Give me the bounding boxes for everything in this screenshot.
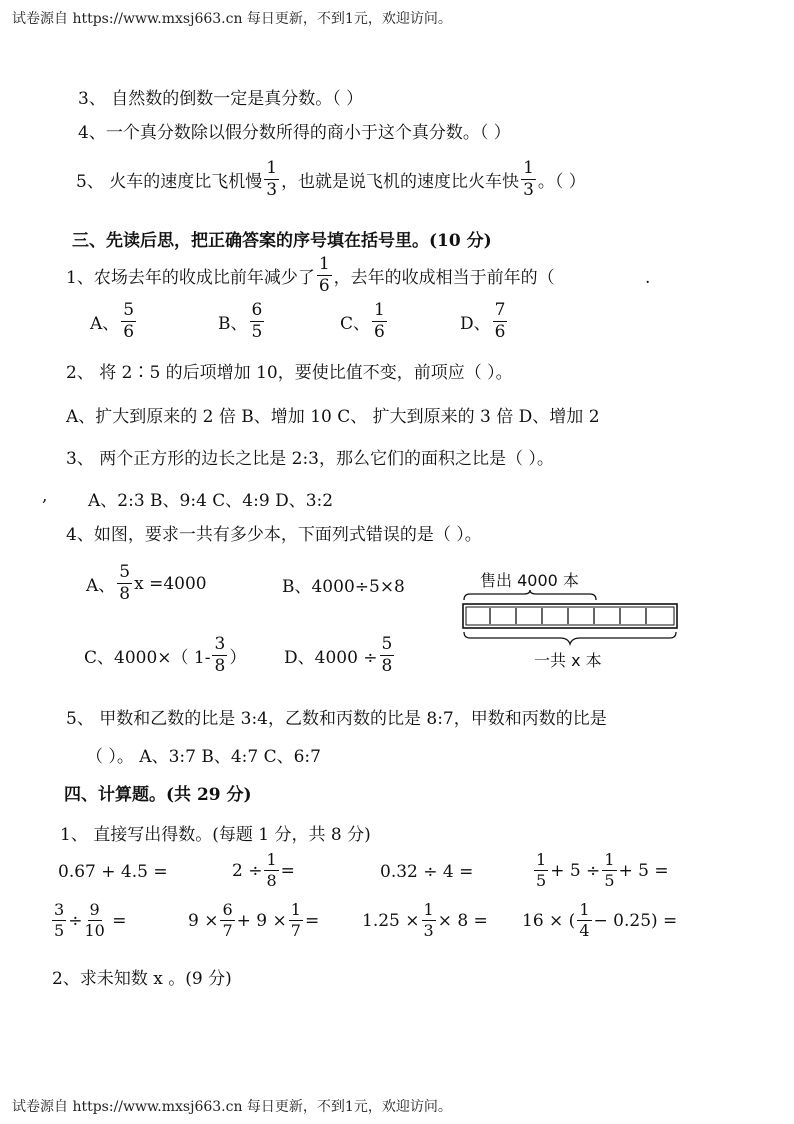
s3-q2-options: A、扩大到原来的 2 倍 B、增加 10 C、 扩大到原来的 3 倍 D、增加 2 (66, 407, 600, 427)
s4-sub-2: 2、求未知数 x 。(9 分) (52, 969, 232, 989)
fraction-1-3: 1 3 (266, 158, 278, 200)
fraction-1-3-b: 1 3 (523, 158, 534, 200)
judge-q5-text-c: 。（ ） (537, 172, 586, 192)
calc-6: 9 × $\frac{6}{7}$ + 9 × $\frac{1}{7}$ = (188, 900, 320, 940)
frac-num: 7 (494, 300, 506, 320)
frac-den: 6 (374, 322, 385, 342)
option-d-text: D、4000 ÷ (284, 648, 378, 668)
s3-q5-options: （ ）。 A、3:7 B、4:7 C、6:7 (86, 747, 321, 767)
calc-8: 16 × ( 1 4 − 0.25) = (522, 900, 678, 940)
judge-question-5 (76, 160, 586, 199)
s3-q1-text-b: ，去年的收成相当于前年的（ (333, 268, 555, 288)
segment-diagram (460, 588, 680, 648)
s3-q1-option-c (340, 302, 389, 341)
section-4-title: 四、计算题。(共 29 分) (64, 785, 252, 805)
s3-q4-option-d (284, 636, 396, 675)
s3-q1-option-b (218, 302, 266, 341)
s3-question-5: 5、 甲数和乙数的比是 3:4，乙数和丙数的比是 8:7，甲数和丙数的比是 (66, 709, 607, 729)
section-3-title: 三、先读后思，把正确答案的序号填在括号里。(10 分) (72, 231, 492, 251)
option-a-expression: x =4000 (134, 573, 207, 594)
calc-2: 2 ÷ $\frac{1}{8}$ = (232, 850, 295, 890)
calc-5: $\frac{3}{5}$ ÷ $\frac{9}{10}$ = (54, 900, 127, 940)
total-bar (463, 604, 677, 628)
s3-q4-option-c (84, 636, 246, 675)
calc-3: 0.32 ÷ 4 = (380, 862, 474, 882)
s3-question-4: 4、如图，要求一共有多少本，下面列式错误的是（ ）。 (66, 525, 482, 545)
s3-q3-options: A、2:3 B、9:4 C、4:9 D、3:2 (88, 491, 334, 511)
diagram-top-label: 售出 4000 本 (480, 571, 579, 590)
calc-4: 1 5 + 5 ÷ $\frac{1}{5}$ + 5 = (536, 850, 669, 890)
inner-bar (466, 607, 674, 625)
s3-q4-option-a (86, 564, 207, 603)
judge-q5-text-b: ，也就是说飞机的速度比火车快 (281, 172, 520, 192)
judge-question-3: 3、 自然数的倒数一定是真分数。（ ） (78, 89, 364, 109)
page-footer: 试卷源自 https://www.mxsj663.cn 每日更新，不到1元，欢迎访问。 (12, 1099, 452, 1115)
page-header: 试卷源自 https://www.mxsj663.cn 每日更新，不到1元，欢迎访问。 (12, 11, 452, 27)
option-c-text-b: ） (229, 648, 247, 668)
s3-q1-option-d (460, 302, 509, 341)
s3-q4-option-b: B、4000÷5×8 (282, 577, 405, 597)
frac-num: 5 (123, 300, 135, 320)
option-c-text-a: C、4000×（ 1- (84, 648, 211, 668)
s3-question-1 (66, 256, 555, 295)
frac-num: 6 (251, 300, 263, 320)
s3-question-2: 2、 将 2∶5 的后项增加 10，要使比值不变，前项应（ ）。 (66, 363, 513, 383)
s3-question-3: 3、 两个正方形的边长之比是 2:3，那么它们的面积之比是（ ）。 (66, 449, 554, 469)
fraction-3-8: 3 8 (214, 634, 226, 676)
frac-den: 6 (494, 322, 506, 342)
frac-den: 5 (251, 322, 263, 342)
frac-den: 6 (123, 322, 135, 342)
margin-tick: , (42, 486, 48, 506)
option-label-a: A、 (86, 576, 116, 596)
total-brace (464, 632, 676, 644)
option-label-b: B、 (218, 314, 248, 334)
s3-q1-text-a: 1、农场去年的收成比前年减少了 (66, 268, 315, 288)
fraction-5-8: 5 8 (119, 562, 131, 604)
option-label-c: C、 (340, 314, 371, 334)
fraction-5-8-b: $\frac{5}{8}$ (381, 634, 393, 676)
dot-mark: . (645, 268, 651, 288)
diagram-bottom-label: 一共 x 本 (534, 651, 602, 670)
option-label-a: A、 (90, 314, 120, 334)
sold-brace (464, 590, 596, 600)
frac-num: 1 (374, 300, 385, 320)
calc-1: 0.67 + 4.5 = (58, 862, 168, 882)
fraction-1-6: 1 6 (318, 254, 330, 296)
s4-sub-1: 1、 直接写出得数。(每题 1 分，共 8 分) (60, 825, 371, 845)
option-label-d: D、 (460, 314, 491, 334)
judge-question-4: 4、一个真分数除以假分数所得的商小于这个真分数。（ ） (78, 123, 511, 143)
calc-7: 1.25 × $\frac{1}{3}$ × 8 = (362, 900, 488, 940)
s3-q1-option-a (90, 302, 138, 341)
judge-q5-text-a: 5、 火车的速度比飞机慢 (76, 172, 263, 192)
